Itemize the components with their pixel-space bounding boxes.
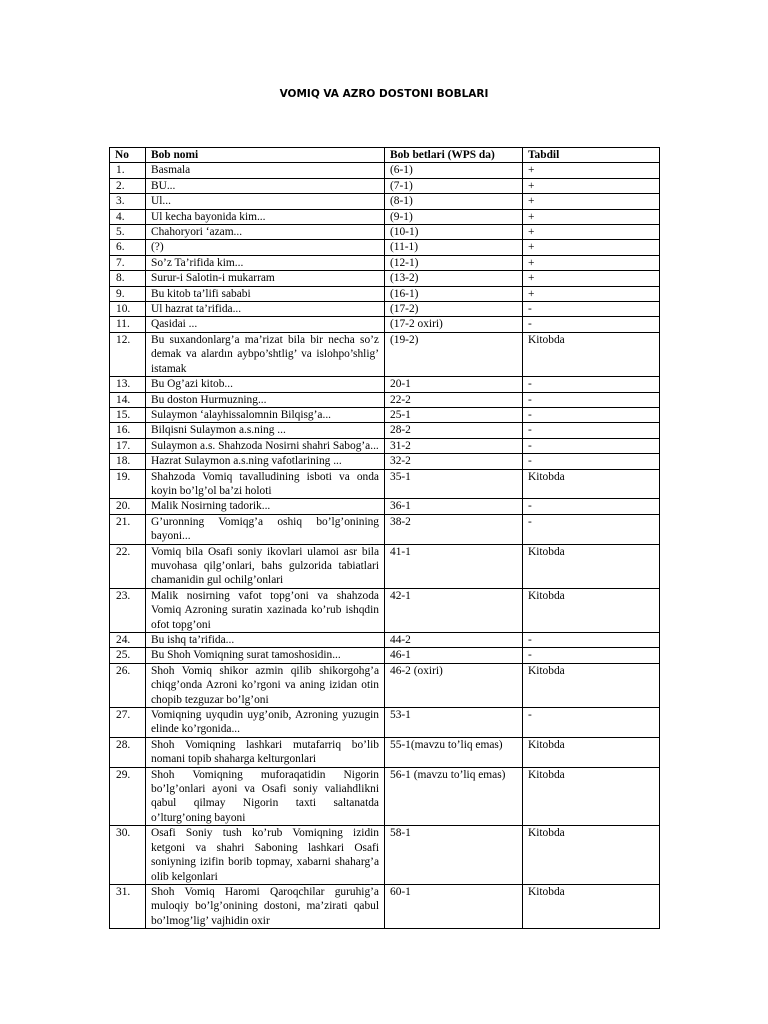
cell-no: 26. <box>110 663 146 707</box>
cell-no: 1. <box>110 163 146 178</box>
cell-pages: (6-1) <box>385 163 523 178</box>
table-row <box>110 514 660 544</box>
cell-tabdil: Kitobda <box>523 884 660 928</box>
cell-chapter-name: Shahzoda Vomiq tavalludining isboti va onda koyin bo’lg’ol ba’zi holoti <box>146 469 385 499</box>
header-no: No <box>110 148 146 163</box>
cell-chapter-name: Ul... <box>146 194 385 209</box>
table-header-row <box>110 148 660 163</box>
cell-chapter-name: Ul hazrat ta’rifida... <box>146 302 385 317</box>
table-row <box>110 163 660 178</box>
table-row <box>110 178 660 193</box>
cell-pages: (11-1) <box>385 240 523 255</box>
table-row <box>110 302 660 317</box>
cell-tabdil: - <box>523 514 660 544</box>
cell-pages: 53-1 <box>385 708 523 738</box>
cell-tabdil: - <box>523 454 660 469</box>
cell-tabdil: + <box>523 209 660 224</box>
chapters-table <box>109 147 660 929</box>
table-row <box>110 438 660 453</box>
cell-pages: 22-2 <box>385 392 523 407</box>
cell-chapter-name: Basmala <box>146 163 385 178</box>
table-row <box>110 454 660 469</box>
cell-pages: 25-1 <box>385 407 523 422</box>
cell-tabdil: Kitobda <box>523 544 660 588</box>
cell-no: 20. <box>110 499 146 514</box>
header-pages: Bob betlari (WPS da) <box>385 148 523 163</box>
cell-chapter-name: (?) <box>146 240 385 255</box>
cell-chapter-name: Osafi Soniy tush ko’rub Vomiqning izidin ketgoni va shahri Saboning lashkari Osafi soniyning izifin borib topmay, xabarni shaharg’a olib kelgonlari <box>146 826 385 885</box>
table-row <box>110 407 660 422</box>
cell-no: 10. <box>110 302 146 317</box>
cell-no: 12. <box>110 332 146 376</box>
table-row <box>110 332 660 376</box>
cell-chapter-name: Shoh Vomiqning muforaqatidin Nigorin bo’lg’onlari ayoni va Osafi soniy valiahdlikni qabul qilmay Nigorin taxti saltanatda o’lturg’oning bayoni <box>146 767 385 826</box>
cell-chapter-name: G’uronning Vomiqg’a oshiq bo’lg’onining bayoni... <box>146 514 385 544</box>
cell-chapter-name: Hazrat Sulaymon a.s.ning vafotlarining ... <box>146 454 385 469</box>
cell-tabdil: - <box>523 438 660 453</box>
cell-no: 18. <box>110 454 146 469</box>
cell-pages: (13-2) <box>385 271 523 286</box>
cell-chapter-name: Chahoryori ‘azam... <box>146 225 385 240</box>
cell-tabdil: - <box>523 392 660 407</box>
cell-pages: 28-2 <box>385 423 523 438</box>
cell-no: 16. <box>110 423 146 438</box>
cell-pages: 56-1 (mavzu to’liq emas) <box>385 767 523 826</box>
cell-pages: 42-1 <box>385 588 523 632</box>
cell-no: 31. <box>110 884 146 928</box>
table-row <box>110 588 660 632</box>
table-row <box>110 544 660 588</box>
cell-no: 5. <box>110 225 146 240</box>
table-body <box>110 163 660 929</box>
cell-chapter-name: Surur-i Salotin-i mukarram <box>146 271 385 286</box>
table-row <box>110 271 660 286</box>
cell-pages: (16-1) <box>385 286 523 301</box>
cell-tabdil: + <box>523 163 660 178</box>
cell-pages: 46-1 <box>385 648 523 663</box>
cell-tabdil: Kitobda <box>523 826 660 885</box>
cell-chapter-name: Shoh Vomiq shikor azmin qilib shikorgohg’a chiqg’onda Azroni ko’rgoni va aning izidan otin chopib tezguzar bo’lg’oni <box>146 663 385 707</box>
cell-no: 2. <box>110 178 146 193</box>
header-tabdil: Tabdil <box>523 148 660 163</box>
cell-no: 17. <box>110 438 146 453</box>
cell-chapter-name: Vomiq bila Osafi soniy ikovlari ulamoi asr bila muvohasa qilg’onlari, bahs gulzorida tabiatlari chamanidin gul ochilg’onlari <box>146 544 385 588</box>
cell-pages: (8-1) <box>385 194 523 209</box>
cell-pages: (9-1) <box>385 209 523 224</box>
cell-chapter-name: Bilqisni Sulaymon a.s.ning ... <box>146 423 385 438</box>
cell-tabdil: Kitobda <box>523 767 660 826</box>
cell-chapter-name: Shoh Vomiqning lashkari mutafarriq bo’lib nomani topib shaharga kelturgonlari <box>146 737 385 767</box>
table-row <box>110 392 660 407</box>
cell-no: 14. <box>110 392 146 407</box>
cell-tabdil: Kitobda <box>523 469 660 499</box>
cell-tabdil: + <box>523 178 660 193</box>
cell-pages: (17-2 oxiri) <box>385 317 523 332</box>
cell-tabdil: + <box>523 194 660 209</box>
cell-tabdil: + <box>523 286 660 301</box>
table-row <box>110 225 660 240</box>
table-row <box>110 663 660 707</box>
cell-no: 27. <box>110 708 146 738</box>
cell-no: 4. <box>110 209 146 224</box>
cell-no: 8. <box>110 271 146 286</box>
cell-chapter-name: Bu suxandonlarg’a ma’rizat bila bir necha so’z demak va alardın aybpo’shtlig’ va islohpo’shlig’ istamak <box>146 332 385 376</box>
cell-chapter-name: Malik Nosirning tadorik... <box>146 499 385 514</box>
cell-pages: 58-1 <box>385 826 523 885</box>
cell-no: 13. <box>110 377 146 392</box>
cell-no: 30. <box>110 826 146 885</box>
table-row <box>110 767 660 826</box>
cell-pages: (7-1) <box>385 178 523 193</box>
cell-no: 3. <box>110 194 146 209</box>
table-row <box>110 423 660 438</box>
cell-chapter-name: Malik nosirning vafot topg’oni va shahzoda Vomiq Azroning suratin xazinada ko’rub ishqdin ofot topg’oni <box>146 588 385 632</box>
cell-chapter-name: BU... <box>146 178 385 193</box>
table-row <box>110 499 660 514</box>
cell-chapter-name: Bu ishq ta’rifida... <box>146 633 385 648</box>
cell-chapter-name: Qasidai ... <box>146 317 385 332</box>
cell-tabdil: - <box>523 317 660 332</box>
cell-no: 21. <box>110 514 146 544</box>
cell-pages: 36-1 <box>385 499 523 514</box>
cell-pages: 60-1 <box>385 884 523 928</box>
cell-chapter-name: Sulaymon a.s. Shahzoda Nosirni shahri Sabog’a... <box>146 438 385 453</box>
cell-chapter-name: Bu doston Hurmuzning... <box>146 392 385 407</box>
cell-tabdil: + <box>523 271 660 286</box>
cell-no: 29. <box>110 767 146 826</box>
cell-no: 6. <box>110 240 146 255</box>
cell-no: 9. <box>110 286 146 301</box>
cell-tabdil: - <box>523 648 660 663</box>
cell-tabdil: + <box>523 225 660 240</box>
cell-chapter-name: Bu Shoh Vomiqning surat tamoshosidin... <box>146 648 385 663</box>
cell-tabdil: - <box>523 423 660 438</box>
cell-chapter-name: Ul kecha bayonida kim... <box>146 209 385 224</box>
cell-pages: 35-1 <box>385 469 523 499</box>
cell-chapter-name: Sulaymon ‘alayhissalomnin Bilqisg’a... <box>146 407 385 422</box>
cell-pages: 55-1(mavzu to’liq emas) <box>385 737 523 767</box>
cell-pages: 20-1 <box>385 377 523 392</box>
cell-chapter-name: Shoh Vomiq Haromi Qaroqchilar guruhig’a muloqiy bo’lg’onining dostoni, ma’zirati qabul bo’lmog’lig’ vajhidin oxir <box>146 884 385 928</box>
cell-chapter-name: Bu Og’azi kitob... <box>146 377 385 392</box>
cell-no: 23. <box>110 588 146 632</box>
table-row <box>110 826 660 885</box>
cell-pages: 32-2 <box>385 454 523 469</box>
table-row <box>110 286 660 301</box>
cell-pages: 38-2 <box>385 514 523 544</box>
cell-pages: 31-2 <box>385 438 523 453</box>
table-row <box>110 209 660 224</box>
cell-tabdil: - <box>523 633 660 648</box>
cell-tabdil: - <box>523 708 660 738</box>
cell-pages: (19-2) <box>385 332 523 376</box>
cell-tabdil: Kitobda <box>523 737 660 767</box>
cell-no: 11. <box>110 317 146 332</box>
cell-tabdil: - <box>523 377 660 392</box>
cell-pages: 41-1 <box>385 544 523 588</box>
cell-no: 25. <box>110 648 146 663</box>
cell-pages: 44-2 <box>385 633 523 648</box>
table-row <box>110 884 660 928</box>
cell-tabdil: + <box>523 255 660 270</box>
cell-no: 24. <box>110 633 146 648</box>
cell-pages: (10-1) <box>385 225 523 240</box>
table-row <box>110 737 660 767</box>
table-row <box>110 317 660 332</box>
table-row <box>110 648 660 663</box>
cell-tabdil: - <box>523 302 660 317</box>
cell-no: 15. <box>110 407 146 422</box>
table-row <box>110 469 660 499</box>
cell-no: 22. <box>110 544 146 588</box>
cell-tabdil: Kitobda <box>523 332 660 376</box>
cell-tabdil: Kitobda <box>523 588 660 632</box>
table-row <box>110 377 660 392</box>
cell-no: 19. <box>110 469 146 499</box>
cell-chapter-name: Vomiqning uyqudin uyg’onib, Azroning yuzugin elinde ko’rgonida... <box>146 708 385 738</box>
table-row <box>110 194 660 209</box>
cell-chapter-name: So’z Ta’rifida kim... <box>146 255 385 270</box>
cell-pages: 46-2 (oxiri) <box>385 663 523 707</box>
cell-tabdil: Kitobda <box>523 663 660 707</box>
cell-tabdil: - <box>523 499 660 514</box>
table-row <box>110 708 660 738</box>
cell-tabdil: - <box>523 407 660 422</box>
cell-tabdil: + <box>523 240 660 255</box>
table-row <box>110 240 660 255</box>
cell-pages: (12-1) <box>385 255 523 270</box>
header-chapter-name: Bob nomi <box>146 148 385 163</box>
cell-chapter-name: Bu kitob ta’lifi sababi <box>146 286 385 301</box>
cell-pages: (17-2) <box>385 302 523 317</box>
cell-no: 28. <box>110 737 146 767</box>
table-row <box>110 633 660 648</box>
page-title: VOMIQ VA AZRO DOSTONI BOBLARI <box>279 88 489 100</box>
table-row <box>110 255 660 270</box>
cell-no: 7. <box>110 255 146 270</box>
